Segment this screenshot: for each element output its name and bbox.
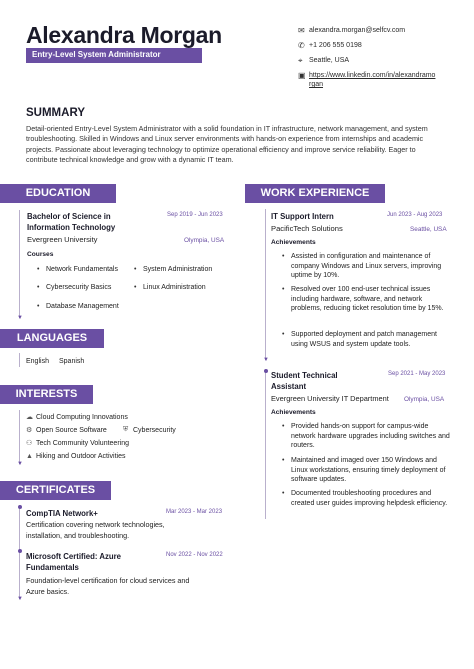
interest-item: ⚙ Open Source Software (26, 426, 107, 434)
achievements-label: Achievements (271, 239, 316, 246)
certificate-desc: Foundation-level certification for cloud services and (26, 576, 190, 585)
job-location: Seattle, USA (410, 226, 447, 233)
timeline-arrow-icon: ▼ (17, 461, 23, 467)
certificate-title: Fundamentals (26, 563, 79, 572)
certificate-desc: Azure basics. (26, 587, 70, 596)
job-title: Student Technical (271, 371, 338, 380)
achievement-item: • Supported deployment and patch management using WSUS and system update tools. (291, 330, 451, 349)
certificates-heading: CERTIFICATES (0, 481, 111, 500)
job-location: Olympia, USA (404, 396, 445, 403)
interests-heading: INTERESTS (0, 385, 93, 404)
course-item: • Network Fundamentals (46, 265, 118, 275)
course-item: • System Administration (143, 265, 212, 275)
achievements-label: Achievements (271, 409, 316, 416)
contact-email (298, 26, 458, 35)
linkedin-line-1: https://www.linkedin.com/in/alexandramo (309, 72, 436, 79)
timeline-arrow-icon: ▼ (17, 315, 23, 321)
certificate-dates: Mar 2023 - Mar 2023 (166, 509, 223, 515)
mountain-icon: ▲ (26, 453, 33, 460)
linkedin-icon: ▣ (298, 71, 306, 80)
courses-label: Courses (27, 251, 54, 258)
school-location: Olympia, USA (184, 237, 225, 244)
location-pin-icon: ⌖ (298, 56, 303, 65)
certificate-title: Microsoft Certified: Azure (26, 552, 122, 561)
phone-icon: ✆ (298, 41, 305, 50)
certificate-desc: Certification covering network technologies, (26, 520, 165, 529)
achievement-item: • Resolved over 100 end-user technical issues including hardware, software, and network problems, reducing ticket resolution time by 15%. (291, 285, 451, 314)
timeline-arrow-icon: ▼ (17, 596, 23, 602)
company-name: PacificTech Solutions (271, 224, 343, 233)
contact-phone (298, 41, 458, 50)
job-title: IT Support Intern (271, 212, 334, 221)
timeline-arrow-icon: ▼ (263, 357, 269, 363)
interest-item: ☁ Cloud Computing Innovations (26, 413, 128, 421)
interest-item: ⛨ Cybersecurity (123, 426, 176, 434)
job-title-badge: Entry-Level System Administrator (26, 48, 202, 63)
languages-heading: LANGUAGES (0, 329, 104, 348)
school-name: Evergreen University (27, 235, 98, 244)
interests-timeline (19, 410, 20, 464)
timeline-dot (18, 549, 22, 553)
course-item: • Database Management (46, 302, 119, 312)
code-icon: ⚙ (26, 427, 33, 434)
shield-icon: ⛨ (123, 426, 129, 433)
degree-line-2: Information Technology (27, 223, 116, 232)
achievement-item: • Assisted in configuration and maintenance of company Windows and Linux servers, improving uptime by 10%. (291, 252, 451, 281)
education-timeline (19, 210, 20, 318)
linkedin-link[interactable] (309, 71, 458, 89)
job-dates: Jun 2023 - Aug 2023 (387, 212, 443, 218)
candidate-name: Alexandra Morgan (26, 22, 222, 48)
achievement-item: • Maintained and imaged over 150 Windows and Linux workstations, ensuring timely deployment of software updates. (291, 456, 451, 485)
timeline-dot (18, 505, 22, 509)
degree-line-1: Bachelor of Science in (27, 212, 111, 221)
certificate-desc: installation, and troubleshooting. (26, 531, 130, 540)
job-dates: Sep 2021 - May 2023 (388, 371, 446, 377)
course-item: • Cybersecurity Basics (46, 283, 111, 293)
contact-location (298, 56, 458, 65)
language-item: English (26, 358, 49, 365)
achievement-item: • Provided hands-on support for campus-wide network hardware upgrades including switches and routers. (291, 422, 451, 451)
email-text[interactable]: alexandra.morgan@selfcv.com (309, 27, 406, 34)
experience-timeline (265, 209, 266, 360)
company-name: Evergreen University IT Department (271, 394, 389, 403)
languages-timeline (19, 353, 20, 367)
education-heading: EDUCATION (0, 184, 116, 203)
cloud-icon: ☁ (26, 414, 33, 421)
linkedin-line-2: rgan (309, 81, 324, 88)
summary-heading: SUMMARY (26, 107, 85, 119)
education-dates: Sep 2019 - Jun 2023 (167, 212, 223, 218)
community-icon: ⚇ (26, 440, 33, 447)
contact-linkedin (298, 71, 458, 89)
contact-block (298, 26, 458, 95)
interest-item: ▲ Hiking and Outdoor Activities (26, 453, 126, 460)
envelope-icon: ✉ (298, 26, 305, 35)
certificate-dates: Nov 2022 - Nov 2022 (166, 552, 223, 558)
summary-text: Detail-oriented Entry-Level System Administrator with a solid foundation in IT infrastructure, network management, and system troubleshooting. Skilled in Windows and Linux server environments with hands-on experience from internships and academic projects. Passionate about leveraging technology to optimize operational efficiency and improve service reliability. Eager to contribute technical knowledge and grow with a dynamic IT team. (26, 124, 428, 164)
course-item: • Linux Administration (143, 283, 206, 293)
timeline-dot (264, 369, 268, 373)
interest-item: ⚇ Tech Community Volunteering (26, 439, 129, 447)
experience-timeline (265, 369, 266, 519)
certificate-title: CompTIA Network+ (26, 509, 98, 518)
language-item: Spanish (59, 358, 85, 365)
location-text: Seattle, USA (309, 57, 350, 64)
phone-text: +1 206 555 0198 (309, 42, 362, 49)
experience-heading: WORK EXPERIENCE (245, 184, 385, 203)
job-title: Assistant (271, 382, 307, 391)
achievement-item: • Documented troubleshooting procedures and created user guides improving helpdesk efficiency. (291, 489, 451, 508)
